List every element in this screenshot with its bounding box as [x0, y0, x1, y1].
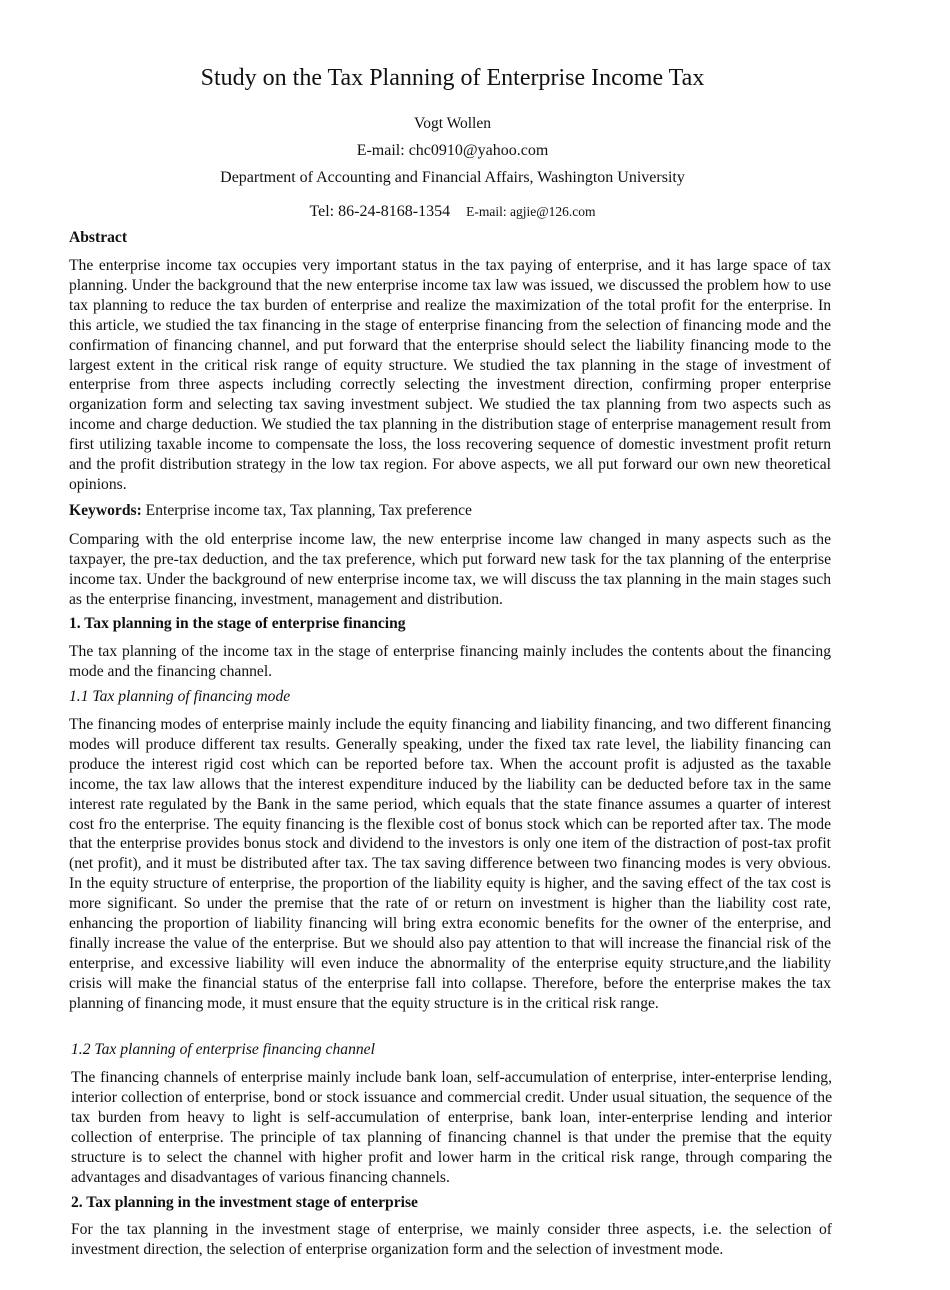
section-1-text: The tax planning of the income tax in the stage of enterprise financing mainly includes the contents about the financing mode and the financing channel.: [69, 643, 831, 680]
keywords: [69, 501, 831, 521]
subsection-1-2-text: The financing channels of enterprise mainly include bank loan, self-accumulation of enterprise, inter-enterprise lending, interior collection of enterprise, bond or stock issuance and commercial credit. Under usual situation, the sequence of the tax burden from heavy to light is self-accumulation of enterprise, bank loan, inter-enterprise lending and interior collection of enterprise. The principle of tax planning of financing channel is that under the premise that the equity structure is to select the channel with higher profit and lower harm in the critical risk range, through comparing the advantages and disadvantages of various financing channels.: [71, 1069, 832, 1186]
keywords-label: Keywords:: [69, 502, 142, 519]
author-affiliation: Department of Accounting and Financial Affairs, Washington University: [220, 169, 685, 186]
author-email: E-mail: chc0910@yahoo.com: [356, 142, 549, 159]
section-2-heading: 2. Tax planning in the investment stage of enterprise: [71, 1194, 418, 1211]
contact-email: E-mail: agjie@126.com: [466, 204, 596, 219]
author-name: Vogt Wollen: [414, 115, 491, 132]
abstract-text: The enterprise income tax occupies very important status in the tax paying of enterprise, and it has large space of tax planning. Under the background that the new enterprise income tax law was issued, we discussed the problem how to use tax planning to reduce the tax burden of enterprise and realize the maximization of the total profit for the enterprise. In this article, we studied the tax financing in the stage of enterprise financing from the selection of financing mode and the confirmation of financing channel, and put forward that the enterprise should select the liability financing mode to the largest extent in the critical risk range of equity structure. We studied the tax planning in the stage of investment of enterprise from three aspects including correctly selecting the investment direction, confirming proper enterprise organization form and selecting tax saving investment subject. We studied the tax planning from two aspects such as income and charge deduction. We studied the tax planning in the distribution stage of enterprise management result from first utilizing taxable income to compensate the loss, the loss recovering sequence of domestic investment profit return and the profit distribution strategy in the low tax region. For above aspects, we all put forward our own new theoretical opinions.: [69, 257, 831, 493]
section-2-text: For the tax planning in the investment stage of enterprise, we mainly consider three aspects, i.e. the selection of investment direction, the selection of enterprise organization form and the selection of investment mode.: [71, 1221, 832, 1258]
subsection-1-1-text: The financing modes of enterprise mainly include the equity financing and liability financing, and two different financing modes will produce different tax results. Generally speaking, under the fixed tax rate level, the liability financing can produce the interest rigid cost which can be reported before tax. When the account profit is adjusted as the taxable income, the tax law allows that the interest expenditure induced by the liability can be deducted before tax in the same interest rate regulated by the Bank in the same period, which equals that the state finance assumes a quarter of interest cost fro the enterprise. The equity financing is the flexible cost of bonus stock which can be reported after tax. The mode that the enterprise provides bonus stock and dividend to the investors is only one item of the distraction of post-tax profit (net profit), and it must be distributed after tax. The tax saving difference between two financing modes is very obvious. In the equity structure of enterprise, the proportion of the liability equity is higher, and the saving effect of the tax cost is more significant. So under the premise that the rate of or return on investment is higher than the liability cost rate, enhancing the proportion of liability financing will bring extra economic benefits for the owner of the enterprise, and finally increase the value of the enterprise. But we should also pay attention to that will increase the financial risk of the enterprise, and excessive liability will even induce the abnormality of the enterprise equity structure,and the liability crisis will make the financial status of the enterprise fall into collapse. Therefore, before the enterprise makes the tax planning of financing mode, it must ensure that the equity structure is in the critical risk range.: [69, 716, 831, 1012]
keywords-text: Enterprise income tax, Tax planning, Tax preference: [145, 502, 472, 519]
subsection-1-2-heading: 1.2 Tax planning of enterprise financing channel: [71, 1041, 375, 1058]
section-1-heading: 1. Tax planning in the stage of enterprise financing: [69, 615, 406, 632]
abstract-heading: Abstract: [69, 229, 128, 246]
telephone: Tel: 86-24-8168-1354: [309, 203, 451, 220]
contact-line: [0, 202, 905, 222]
subsection-1-1-heading: 1.1 Tax planning of financing mode: [69, 688, 291, 705]
intro-paragraph: Comparing with the old enterprise income law, the new enterprise income law changed in many aspects such as the taxpayer, the pre-tax deduction, and the tax preference, which put forward new task for the tax planning of the enterprise income tax. Under the background of new enterprise income tax, we will discuss the tax planning in the main stages such as the enterprise financing, investment, management and distribution.: [69, 531, 831, 608]
paper-title: Study on the Tax Planning of Enterprise Income Tax: [200, 65, 705, 91]
